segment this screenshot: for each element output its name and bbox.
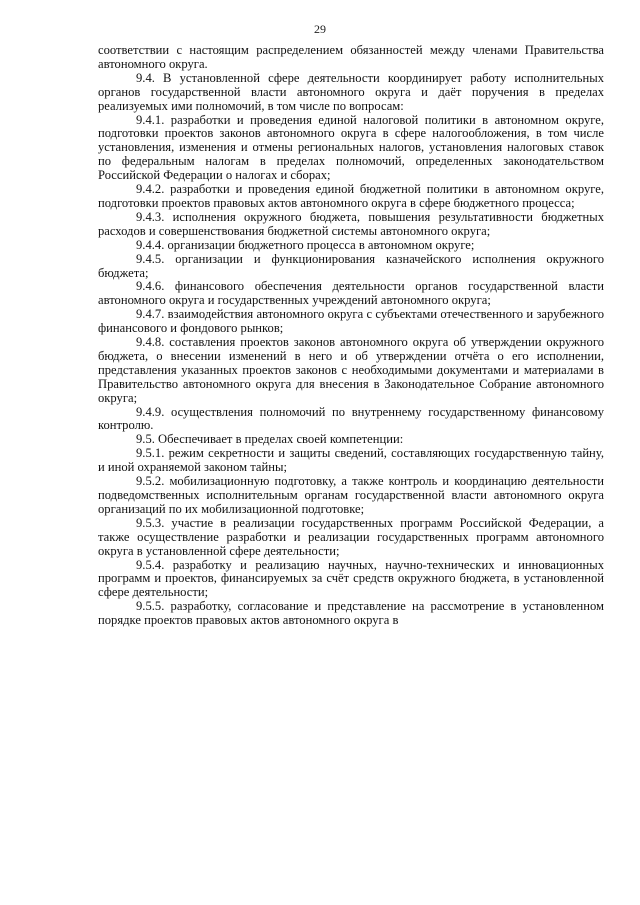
paragraph: 9.4.8. составления проектов законов автономного округа об утверждении окружного бюджета, о внесении изменений в него и об утверждении отчёта о его исполнении, представления указанных проектов законов с необходимыми документами и материалами в Правительство автономного округа для внесения в Законодательное Собрание автономного округа; (98, 335, 604, 405)
page-number: 29 (314, 22, 326, 36)
paragraph: 9.4.1. разработки и проведения единой налоговой политики в автономном округе, подготовки проектов законов автономного округа в сфере налогообложения, в том числе установления, изменения и отмены региональных налогов, установления налоговых ставок по федеральным налогам в пределах полномочий, определенных законодательством Российской Федерации о налогах и сборах; (98, 112, 604, 183)
paragraph: 9.5.4. разработку и реализацию научных, научно-технических и инновационных программ и проектов, финансируемых за счёт средств окружного бюджета, в установленной сфере деятельности; (98, 557, 604, 600)
paragraph: 9.4.3. исполнения окружного бюджета, повышения результативности бюджетных расходов и совершенствования бюджетной системы автономного округа; (98, 209, 604, 238)
paragraph: 9.4.6. финансового обеспечения деятельности органов государственной власти автономного округа и государственных учреждений автономного округа; (98, 279, 604, 308)
paragraph: 9.4.5. организации и функционирования казначейского исполнения окружного бюджета; (98, 251, 604, 280)
paragraph: 9.4.7. взаимодействия автономного округа с субъектами отечественного и зарубежного финансового и фондового рынков; (98, 307, 604, 336)
paragraph: 9.4.2. разработки и проведения единой бюджетной политики в автономном округе, подготовки проектов правовых актов автономного округа в сфере бюджетного процесса; (98, 182, 604, 210)
paragraph: 9.5.2. мобилизационную подготовку, а также контроль и координацию деятельности подведомственных исполнительным органам государственной власти автономного округа организаций по их мобилизационной подготовке; (98, 474, 604, 516)
paragraph: соответствии с настоящим распределением обязанностей между членами Правительства автономного округа. (98, 43, 604, 71)
paragraph: 9.5.3. участие в реализации государственных программ Российской Федерации, а также осуществление разработки и реализации государственных программ автономного округа в установленной сфере деятельности; (98, 515, 604, 558)
paragraph: 9.5.1. режим секретности и защиты сведений, составляющих государственную тайну, и иной охраняемой законом тайны; (98, 446, 604, 475)
paragraph: 9.4.9. осуществления полномочий по внутреннему государственному финансовому контролю. (98, 404, 604, 433)
paragraph: 9.5. Обеспечивает в пределах своей компетенции: (136, 432, 404, 447)
paragraph: 9.5.5. разработку, согласование и представление на рассмотрение в установленном порядке проектов правовых актов автономного округа в (98, 599, 604, 628)
document-body (98, 44, 604, 628)
paragraph: 9.4. В установленной сфере деятельности координирует работу исполнительных органов государственной власти автономного округа и даёт поручения в пределах реализуемых ими полномочий, в том числе по вопросам: (98, 70, 604, 113)
paragraph: 9.4.4. организации бюджетного процесса в автономном округе; (136, 237, 475, 252)
